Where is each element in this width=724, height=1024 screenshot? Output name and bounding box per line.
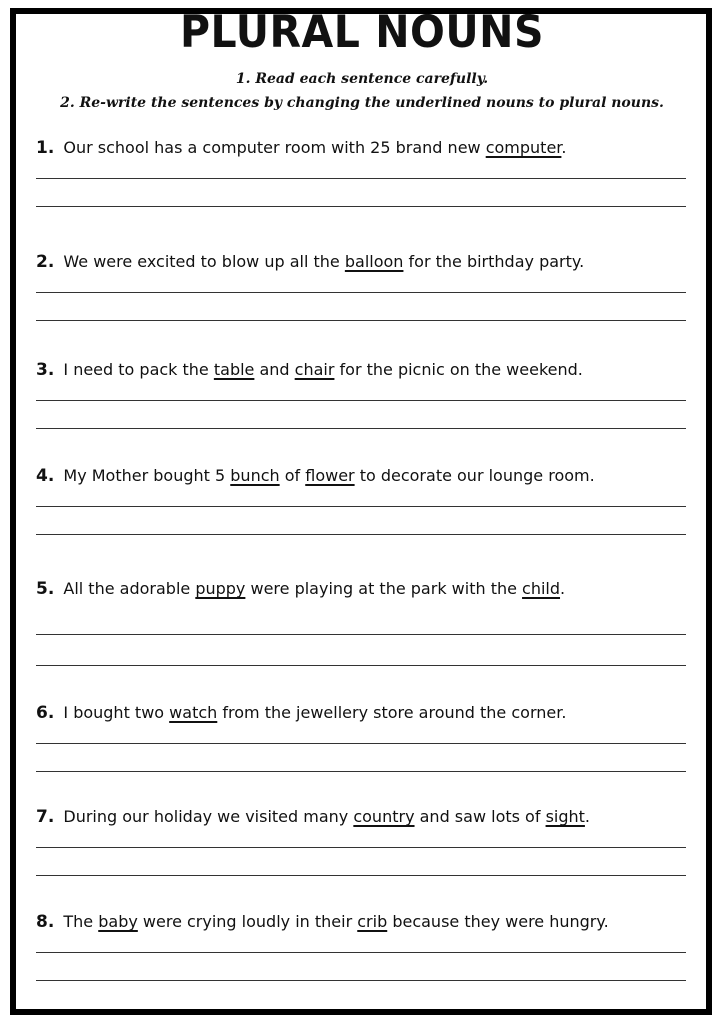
underlined-noun: crib: [357, 912, 388, 931]
question-sentence: 7. During our holiday we visited many country and saw lots of sight.: [36, 807, 591, 827]
answer-line[interactable]: [36, 428, 686, 429]
question-sentence: 1. Our school has a computer room with 25 brand new computer.: [36, 138, 567, 158]
question-number: 6.: [36, 703, 55, 723]
question-2: [36, 252, 686, 272]
instruction-2: 2. Re-write the sentences by changing the underlined nouns to plural nouns.: [60, 95, 664, 111]
answer-line[interactable]: [36, 634, 686, 635]
question-number: 5.: [36, 579, 55, 599]
question-5: [36, 579, 686, 599]
underlined-noun: child: [522, 579, 561, 598]
question-3: [36, 360, 686, 380]
answer-line[interactable]: [36, 320, 686, 321]
question-number: 4.: [36, 466, 55, 486]
underlined-noun: chair: [294, 360, 335, 379]
question-1: [36, 138, 686, 158]
underlined-noun: sight: [545, 807, 585, 826]
underlined-noun: balloon: [344, 252, 404, 271]
question-number: 7.: [36, 807, 55, 827]
instruction-1: 1. Read each sentence carefully.: [235, 71, 489, 87]
worksheet-title: PLURAL NOUNS: [179, 6, 544, 58]
worksheet-border: [10, 8, 712, 1015]
underlined-noun: puppy: [195, 579, 246, 598]
answer-line[interactable]: [36, 771, 686, 772]
answer-line[interactable]: [36, 206, 686, 207]
answer-line[interactable]: [36, 178, 686, 179]
answer-line[interactable]: [36, 665, 686, 666]
question-7: [36, 807, 686, 827]
question-number: 3.: [36, 360, 55, 380]
answer-line[interactable]: [36, 506, 686, 507]
question-4: [36, 466, 686, 486]
answer-line[interactable]: [36, 292, 686, 293]
answer-line[interactable]: [36, 952, 686, 953]
question-8: [36, 912, 686, 932]
question-sentence: 5. All the adorable puppy were playing at the park with the child.: [36, 579, 566, 599]
underlined-noun: watch: [169, 703, 218, 722]
underlined-noun: baby: [98, 912, 138, 931]
question-sentence: 2. We were excited to blow up all the balloon for the birthday party.: [36, 252, 585, 272]
answer-line[interactable]: [36, 847, 686, 848]
answer-line[interactable]: [36, 534, 686, 535]
underlined-noun: computer: [485, 138, 562, 157]
question-number: 2.: [36, 252, 55, 272]
underlined-noun: country: [353, 807, 415, 826]
question-number: 8.: [36, 912, 55, 932]
question-6: [36, 703, 686, 723]
underlined-noun: bunch: [230, 466, 280, 485]
underlined-noun: flower: [305, 466, 355, 485]
underlined-noun: table: [213, 360, 255, 379]
question-sentence: 4. My Mother bought 5 bunch of flower to decorate our lounge room.: [36, 466, 595, 486]
answer-line[interactable]: [36, 400, 686, 401]
question-sentence: 3. I need to pack the table and chair for the picnic on the weekend.: [36, 360, 583, 380]
answer-line[interactable]: [36, 980, 686, 981]
question-sentence: 8. The baby were crying loudly in their crib because they were hungry.: [36, 912, 609, 932]
question-number: 1.: [36, 138, 55, 158]
answer-line[interactable]: [36, 875, 686, 876]
question-sentence: 6. I bought two watch from the jewellery store around the corner.: [36, 703, 567, 723]
answer-line[interactable]: [36, 743, 686, 744]
